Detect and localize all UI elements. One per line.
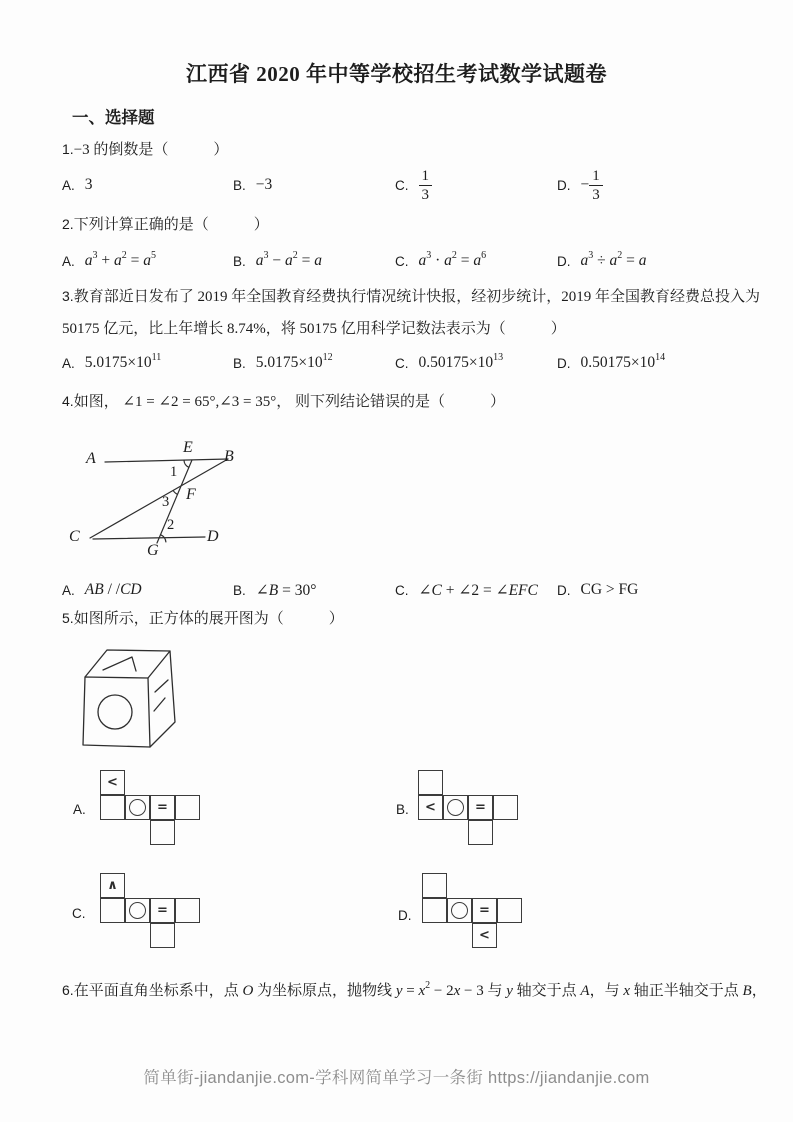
option-label: A.	[62, 355, 75, 371]
q4-option-c	[395, 577, 538, 603]
figure-point-a: A	[86, 450, 96, 467]
net-cell	[468, 795, 493, 820]
face-mark: ∧	[107, 878, 118, 893]
question-5-stem	[62, 607, 344, 628]
q2-option-d	[557, 248, 647, 274]
q4-option-a	[62, 577, 142, 603]
option-label: B.	[233, 355, 246, 371]
option-value: $a^3 + a^2 = a^5$	[84, 250, 157, 269]
net-d-label: D.	[398, 908, 412, 923]
option-value: CG > FG	[580, 581, 639, 598]
net-cell	[422, 873, 447, 898]
q1-option-c	[395, 160, 432, 210]
net-b-label: B.	[396, 802, 409, 817]
question-1-text: −3 的倒数是（ ）	[73, 142, 229, 158]
section-header: 一、选择题	[72, 108, 155, 127]
option-label: A.	[62, 582, 75, 598]
question-4-options	[0, 577, 793, 603]
option-label: C.	[395, 582, 409, 598]
net-cell	[150, 795, 175, 820]
net-cell	[125, 898, 150, 923]
figure-angle-1: 1	[170, 464, 178, 480]
figure-point-e: E	[183, 439, 193, 456]
net-c-label: C.	[72, 906, 86, 921]
net-cell	[150, 898, 175, 923]
option-label: D.	[557, 355, 571, 371]
circle-mark	[129, 799, 146, 816]
question-5-number: 5.	[62, 610, 74, 626]
face-mark: =	[157, 800, 168, 815]
net-cell	[100, 770, 125, 795]
circle-mark	[129, 902, 146, 919]
option-label: B.	[233, 582, 246, 598]
question-3-number: 3.	[62, 288, 74, 304]
q4-option-b	[233, 577, 316, 603]
question-3-stem-line1	[62, 285, 760, 306]
question-1-stem	[62, 138, 228, 159]
net-cell	[150, 923, 175, 948]
option-value: − $\frac{1}{3}$	[581, 167, 603, 204]
question-6-text: 在平面直角坐标系中，点 O 为坐标原点，抛物线 $y = x^2 - 2x - 3$ 与 y 轴交于点 A，与 x 轴正半轴交于点 B，	[73, 980, 767, 999]
question-3-stem-line2	[62, 317, 566, 338]
q3-option-d	[557, 350, 665, 376]
q2-option-c	[395, 248, 486, 274]
option-label: D.	[557, 177, 571, 193]
q3-option-b	[233, 350, 333, 376]
net-cell	[175, 898, 200, 923]
face-mark: <	[107, 775, 118, 790]
option-value: AB / /CD	[84, 581, 142, 598]
option-value: $a^3 \div a^2 = a$	[580, 250, 647, 269]
net-cell	[472, 898, 497, 923]
net-cell	[447, 898, 472, 923]
figure-point-d: D	[207, 528, 219, 545]
net-cell	[418, 770, 443, 795]
net-cell	[468, 820, 493, 845]
question-4-stem	[62, 390, 505, 411]
cube-top-angle-mark	[103, 657, 136, 671]
question-5-text: 如图所示，正方体的展开图为（ ）	[73, 611, 344, 627]
option-label: B.	[233, 177, 246, 193]
cube-front-circle-mark	[98, 695, 132, 729]
q3-option-c	[395, 350, 503, 376]
question-2-stem	[62, 213, 269, 234]
watermark-footer: 简单街-jiandanjie.com-学科网简单学习一条街 https://jiandanjie.com	[143, 1069, 650, 1087]
option-value: 3	[84, 176, 93, 193]
figure-point-c: C	[69, 528, 80, 545]
net-cell	[175, 795, 200, 820]
face-mark: <	[479, 928, 490, 943]
question-4-number: 4.	[62, 393, 74, 409]
circle-mark	[451, 902, 468, 919]
option-label: B.	[233, 253, 246, 269]
circle-mark	[447, 799, 464, 816]
option-label: C.	[395, 355, 409, 371]
question-1-options	[0, 160, 793, 210]
option-label: C.	[395, 177, 409, 193]
option-value: $5.0175\times 10^{11}$	[84, 352, 162, 371]
net-a-label: A.	[73, 802, 86, 817]
q1-option-a	[62, 160, 93, 210]
option-label: D.	[557, 582, 571, 598]
option-value: −3	[255, 176, 273, 193]
question-6-number: 6.	[62, 982, 74, 998]
q3-option-a	[62, 350, 161, 376]
face-mark: =	[475, 800, 486, 815]
net-cell	[100, 873, 125, 898]
question-1-number: 1.	[62, 141, 74, 157]
option-label: A.	[62, 253, 75, 269]
figure-angle-2: 2	[167, 517, 175, 533]
net-cell	[418, 795, 443, 820]
face-mark: =	[479, 903, 490, 918]
option-label: C.	[395, 253, 409, 269]
option-value: $0.50175\times 10^{14}$	[580, 352, 666, 371]
net-cell	[150, 820, 175, 845]
q2-option-a	[62, 248, 156, 274]
face-mark: <	[425, 800, 436, 815]
option-value: $a^3 - a^2 = a$	[255, 250, 323, 269]
net-cell	[493, 795, 518, 820]
face-mark: =	[157, 903, 168, 918]
cube-right-equals-mark-1	[155, 680, 168, 692]
cube-drawing	[70, 640, 185, 755]
figure-angle-3: 3	[162, 494, 170, 510]
option-value: $\frac{1}{3}$	[419, 167, 433, 204]
option-value: ∠B = 30°	[255, 581, 317, 599]
question-2-number: 2.	[62, 216, 74, 232]
q1-option-d	[557, 160, 603, 210]
q4-option-d	[557, 577, 638, 603]
option-label: D.	[557, 253, 571, 269]
question-2-text: 下列计算正确的是（ ）	[73, 217, 269, 233]
net-cell	[422, 898, 447, 923]
figure-point-b: B	[224, 448, 234, 465]
q1-option-b	[233, 160, 272, 210]
figure-point-g: G	[147, 542, 159, 559]
question-4-text: 如图， ∠1 = ∠2 = 65°,∠3 = 35°， 则下列结论错误的是（ ）	[73, 394, 506, 410]
net-cell	[100, 795, 125, 820]
net-cell	[443, 795, 468, 820]
option-value: $0.50175\times 10^{13}$	[418, 352, 504, 371]
figure-point-f: F	[186, 486, 196, 503]
option-value: $5.0175\times 10^{12}$	[255, 352, 333, 371]
cube-right-equals-mark-2	[154, 698, 165, 711]
option-label: A.	[62, 177, 75, 193]
net-cell	[497, 898, 522, 923]
question-3-text-line2: 50175 亿元，比上年增长 8.74%，将 50175 亿用科学记数法表示为（ ）	[62, 321, 566, 337]
question-3-text-line1: 教育部近日发布了 2019 年全国教育经费执行情况统计快报，经初步统计，2019 年全国教育经费总投入为	[73, 289, 760, 305]
option-value: ∠C + ∠2 = ∠EFC	[418, 581, 538, 599]
q2-option-b	[233, 248, 322, 274]
option-value: $a^3 \cdot a^2 = a^6$	[418, 250, 487, 269]
question-2-options	[0, 248, 793, 274]
net-cell	[125, 795, 150, 820]
net-cell	[472, 923, 497, 948]
exam-title: 江西省 2020 年中等学校招生考试数学试题卷	[186, 62, 607, 86]
question-3-options	[0, 350, 793, 376]
net-cell	[100, 898, 125, 923]
question-6-stem	[62, 979, 767, 1000]
